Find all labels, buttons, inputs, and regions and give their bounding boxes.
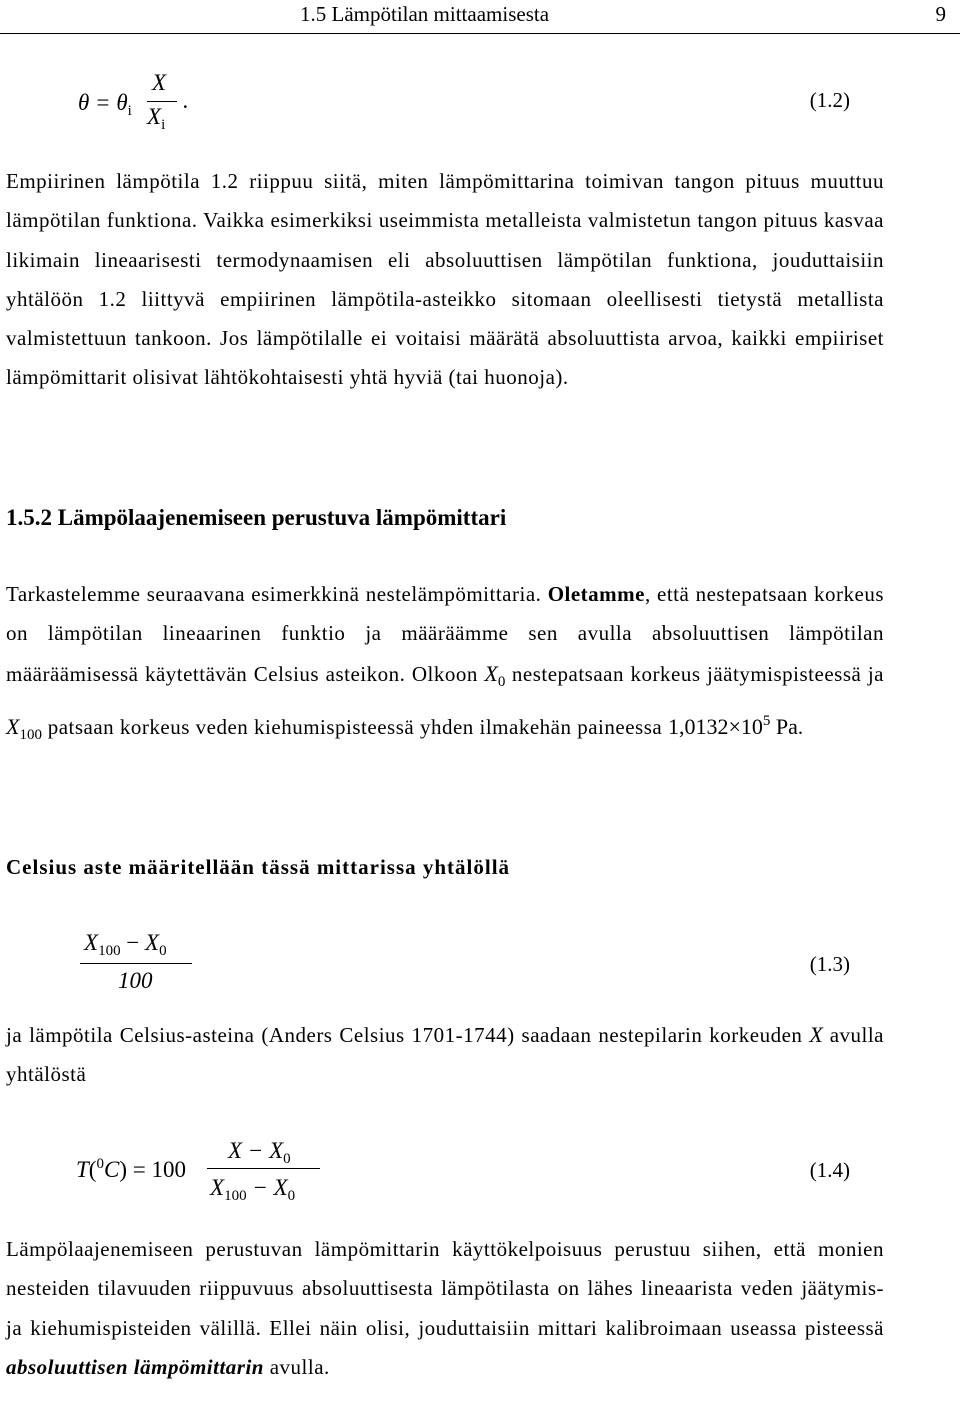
eq-1-2-fraction-bar <box>147 101 177 102</box>
eq-1-2-number: (1.2) <box>809 88 850 112</box>
eq-1-2-dot: . <box>183 88 189 113</box>
p2-part2: , että nestepatsaan korkeus on lämpötilan lineaarinen funktio ja määräämme sen avulla absoluuttisen lämpötilan määräämisessä käytettävän Celsius asteikon. Olkoon <box>6 582 884 686</box>
p2-x100 <box>6 713 42 743</box>
eq-1-3-x100-letter: X <box>84 930 99 955</box>
eq-1-4-denominator <box>210 1175 295 1205</box>
p2-end: . <box>797 714 804 739</box>
p2-x100-letter: X <box>6 713 20 739</box>
p2-part1: Tarkastelemme seuraavana esimerkkinä nestelämpömittaria. <box>6 582 548 606</box>
eq-1-4-deg: 0 <box>96 1156 104 1172</box>
p4-bold-italic-term: absoluuttisen lämpömittarin <box>6 1354 264 1379</box>
eq-1-2-den-text: X <box>147 104 162 129</box>
eq-1-2-den-sub: i <box>161 117 166 133</box>
page-header <box>0 0 960 34</box>
p2-x0-sub: 0 <box>497 673 506 690</box>
paragraph-2 <box>6 575 884 755</box>
eq-1-4-C: C <box>103 1157 120 1182</box>
eq-1-4-T: T <box>76 1157 89 1182</box>
p3-part1: ja lämpötila Celsius-asteina (Anders Celsius 1701-1744) saadaan nestepilarin korkeuden <box>6 1023 810 1047</box>
p4-part2: avulla. <box>263 1354 330 1379</box>
p2-x0 <box>484 660 506 690</box>
eq-1-4-den-x0-sub: 0 <box>287 1188 296 1204</box>
p2-part4: patsaan korkeus veden kiehumispisteessä yhden ilmakehän paineessa <box>41 714 668 739</box>
p2-pressure-exp: 5 <box>762 712 771 729</box>
paragraph-1 <box>6 162 884 398</box>
section-heading: 1.5.2 Lämpölaajenemiseen perustuva lämpömittari <box>6 505 507 530</box>
paragraph-4-text <box>6 1230 884 1387</box>
eq-1-4-num-sub: 0 <box>283 1151 291 1167</box>
eq-1-4-fraction-bar <box>207 1168 320 1169</box>
eq-1-2-lhs <box>78 90 132 120</box>
p4-part1: Lämpölaajenemiseen perustuvan lämpömittarin käyttökelpoisuus perustuu siihen, että monien nesteiden tilavuuden riippuvuus absoluuttisesta lämpötilasta on lähes lineaarista veden jäätymis- ja kiehumispisteiden välillä. Ellei näin olisi, jouduttaisiin mittari kalibroimaan useassa pisteessä <box>6 1237 884 1340</box>
eq-1-2-lhs-text: θ = θ <box>78 90 128 115</box>
p2-bold-oletamme: Oletamme <box>547 582 645 606</box>
eq-1-4-numerator <box>228 1138 291 1168</box>
header-title: 1.5 Lämpötilan mittaamisesta <box>300 2 550 26</box>
eq-1-4-den-x100-sub: 100 <box>224 1188 247 1204</box>
eq-1-3-number: (1.3) <box>809 952 850 976</box>
eq-1-4-open: ( <box>88 1157 97 1182</box>
paragraph-3-text <box>6 1015 884 1095</box>
p2-pressure-value: 1,0132×10 <box>667 713 763 739</box>
paragraph-4 <box>6 1230 884 1387</box>
eq-1-3-minus: − <box>120 930 146 955</box>
p2-pressure-unit: Pa <box>770 713 798 739</box>
p2-part3: nestepatsaan korkeus jäätymispisteessä ja <box>505 661 884 686</box>
page-number: 9 <box>935 2 946 26</box>
eq-1-4-num-text: X − X <box>228 1138 284 1163</box>
eq-1-3-denominator: 100 <box>118 968 153 993</box>
eq-1-4-lhs <box>76 1156 186 1183</box>
eq-1-4-den-x100-letter: X <box>210 1175 225 1200</box>
p2-x100-sub: 100 <box>19 726 42 743</box>
eq-1-2-lhs-sub: i <box>127 103 132 119</box>
eq-1-3-x0-letter: X <box>145 930 160 955</box>
paragraph-1-text: Empiirinen lämpötila 1.2 riippuu siitä, miten lämpömittarina toimivan tangon pituus muuttuu lämpötilan funktiona. Vaikka esimerkiksi useimmista metalleista valmistetun tangon pituus kasvaa likimain lineaarisesti termodynaamisen eli absoluuttisen lämpötilan funktiona, jouduttaisiin yhtälöön 1.2 liittyvä empiirinen lämpötila-asteikko sitomaan oleellisesti tietystä metallista valmistettuun tankoon. Jos lämpötilalle ei voitaisi määrätä absoluuttista arvoa, kaikki empiiriset lämpömittarit olisivat lähtökohtaisesti yhtä hyviä (tai huonoja). <box>6 169 884 390</box>
p3-x: X <box>809 1022 823 1047</box>
eq-1-4-den-minus-x: − X <box>246 1175 288 1200</box>
p2-pressure <box>668 714 798 739</box>
eq-1-2-numerator: X <box>152 70 167 95</box>
eq-1-4-number: (1.4) <box>809 1158 850 1182</box>
eq-1-3-numerator <box>84 930 167 960</box>
eq-1-3-x100-sub: 100 <box>98 943 121 959</box>
paragraph-3 <box>6 1015 884 1095</box>
p3-part2: avulla yhtälöstä <box>6 1023 885 1087</box>
paragraph-2-text <box>6 575 884 755</box>
eq-1-2-denominator <box>147 104 165 134</box>
eq-1-3-x0-sub: 0 <box>159 943 167 959</box>
eq-1-3-fraction-bar <box>80 963 192 964</box>
eq-1-4-close: ) = 100 <box>119 1157 186 1182</box>
p2-x0-letter: X <box>484 660 498 686</box>
celsius-definition-heading: Celsius aste määritellään tässä mittarissa yhtälöllä <box>6 855 511 879</box>
